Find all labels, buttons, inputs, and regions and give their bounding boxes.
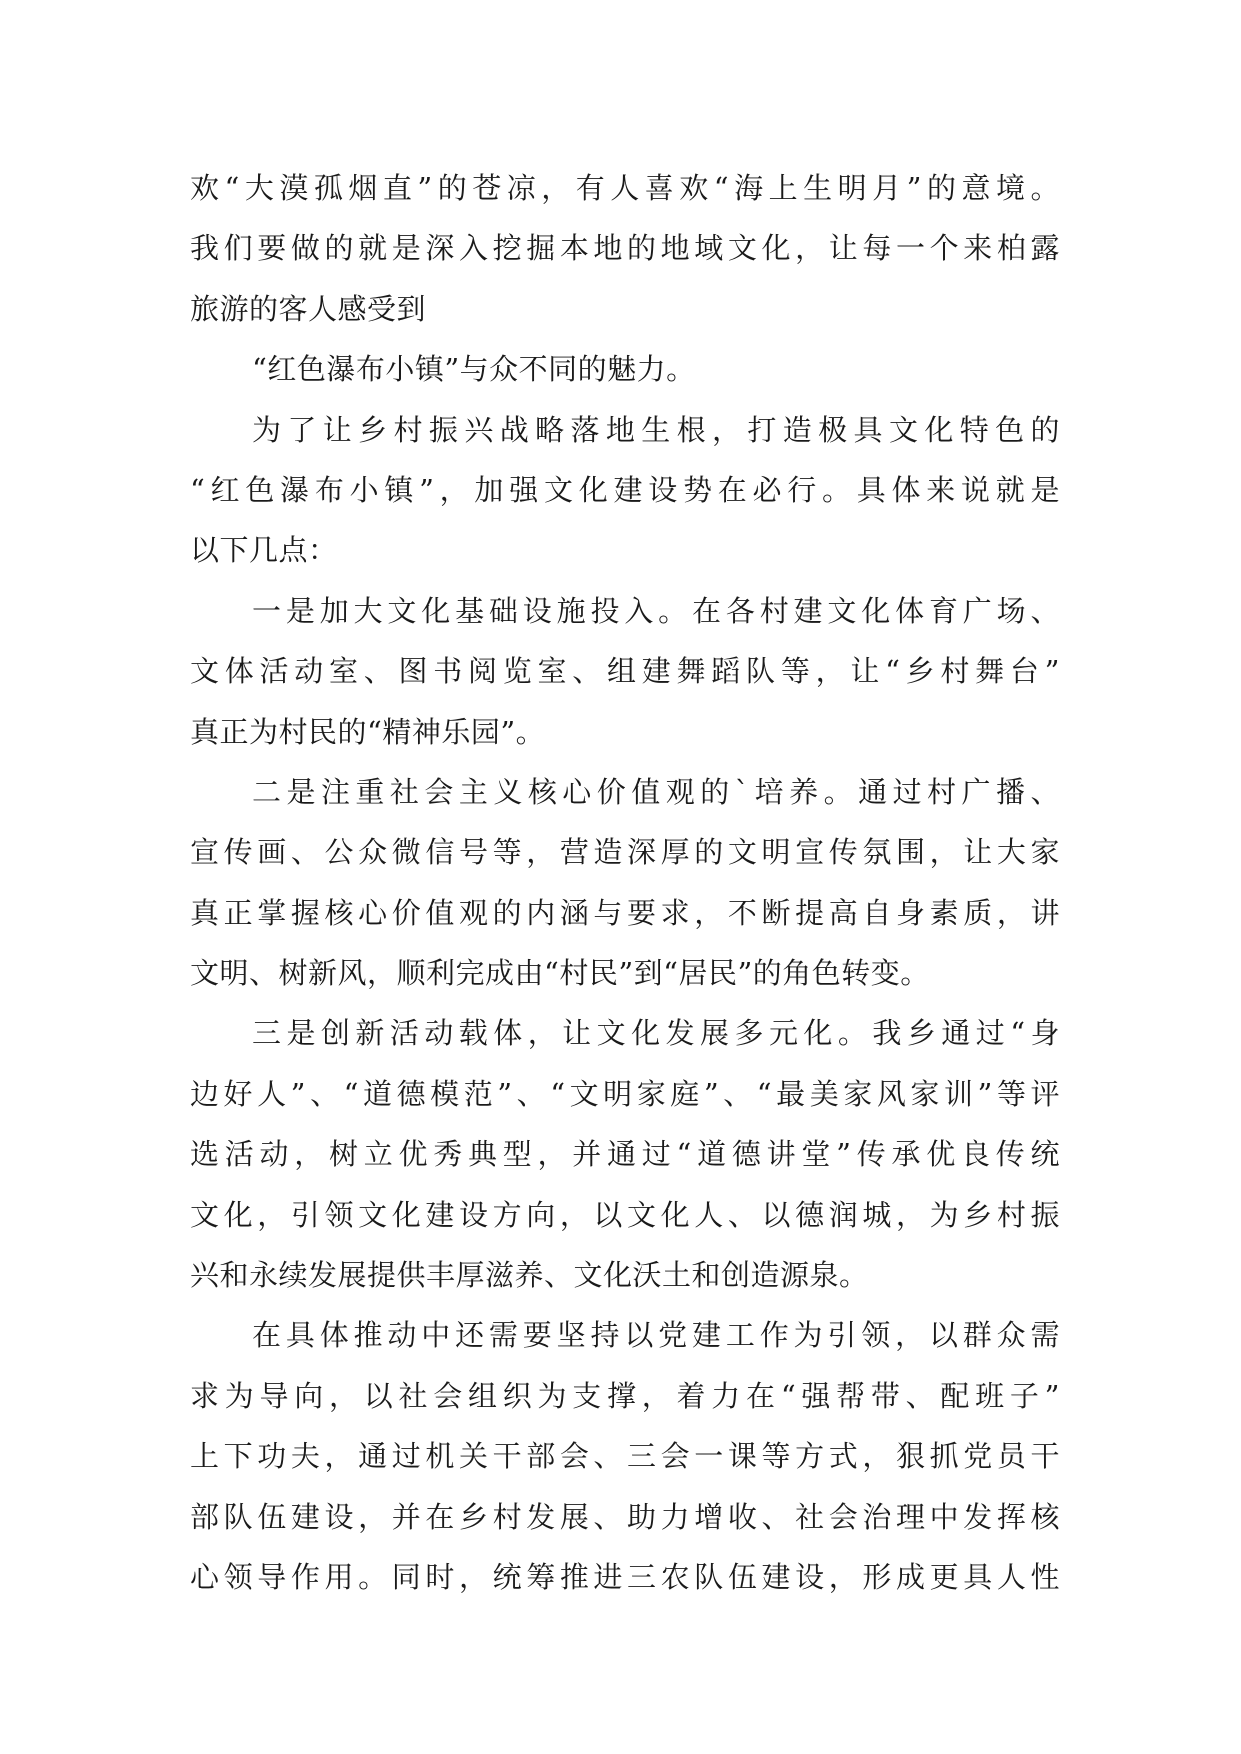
text-line: 我们要做的就是深入挖掘本地的地域文化，让每一个来柏露 [190,231,1060,266]
text-line: 选活动，树立优秀典型，并通过“道德讲堂”传承优良传统 [190,1137,1060,1172]
text-line: 文体活动室、图书阅览室、组建舞蹈队等，让“乡村舞台” [190,654,1060,689]
text-line: 兴和永续发展提供丰厚滋养、文化沃土和创造源泉。 [190,1258,869,1293]
text-line: 以下几点： [190,533,338,568]
text-line: “红色瀑布小镇”与众不同的魅力。 [252,352,696,387]
text-line: 真正掌握核心价值观的内涵与要求，不断提高自身素质，讲 [190,895,1060,930]
text-line: 二是注重社会主义核心价值观的`培养。通过村广播、 [252,774,1060,809]
text-line: 欢“大漠孤烟直”的苍凉，有人喜欢“海上生明月”的意境。 [190,171,1060,205]
text-line: 旅游的客人感受到 [190,291,427,326]
text-line: 为了让乡村振兴战略落地生根，打造极具文化特色的 [252,412,1060,447]
text-line: 三是创新活动载体，让文化发展多元化。我乡通过“身 [252,1016,1060,1051]
text-line: 心领导作用。同时，统筹推进三农队伍建设，形成更具人性 [190,1559,1060,1594]
text-line: 宣传画、公众微信号等，营造深厚的文明宣传氛围，让大家 [190,835,1060,870]
text-line: 一是加大文化基础设施投入。在各村建文化体育广场、 [252,593,1060,628]
text-line: 求为导向，以社会组织为支撑，着力在“强帮带、配班子” [190,1378,1060,1413]
text-line: 在具体推动中还需要坚持以党建工作为引领，以群众需 [252,1318,1060,1353]
text-line: 边好人”、“道德模范”、“文明家庭”、“最美家风家训”等评 [190,1076,1060,1111]
body-text [190,158,1060,1607]
text-line: 部队伍建设，并在乡村发展、助力增收、社会治理中发挥核 [190,1499,1060,1534]
text-line: 上下功夫，通过机关干部会、三会一课等方式，狠抓党员干 [190,1439,1060,1474]
text-line: 文化，引领文化建设方向，以文化人、以德润城，为乡村振 [190,1197,1060,1232]
text-line: 文明、树新风，顺利完成由“村民”到“居民”的角色转变。 [190,956,930,991]
text-line: “红色瀑布小镇”，加强文化建设势在必行。具体来说就是 [190,472,1060,507]
text-line: 真正为村民的“精神乐园”。 [190,714,546,749]
